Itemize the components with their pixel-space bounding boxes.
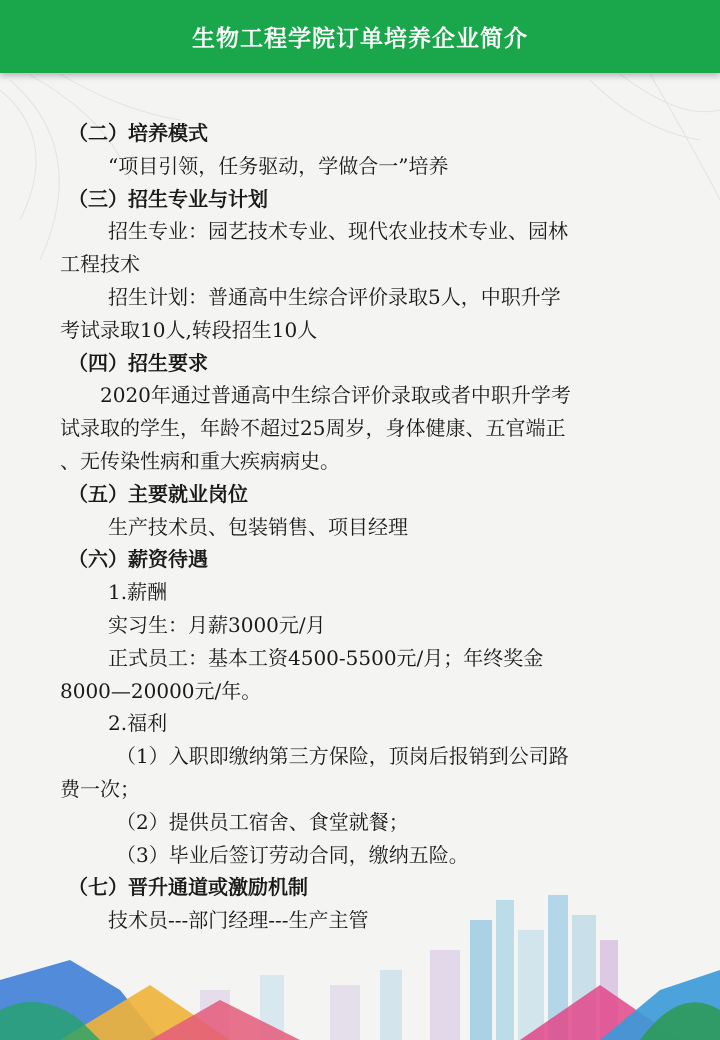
text-line: 技术员---部门经理---生产主管 bbox=[108, 908, 369, 933]
text-line: 费一次； bbox=[60, 776, 140, 801]
text-line: 正式员工：基本工资4500-5500元/月；年终奖金 bbox=[108, 645, 544, 670]
section-heading-training: （二）培养模式 bbox=[68, 121, 208, 145]
section-heading-enrollment: （三）招生专业与计划 bbox=[68, 186, 268, 211]
text-line: （1）入职即缴纳第三方保险，顶岗后报销到公司路 bbox=[116, 744, 569, 769]
text-line: 招生专业：园艺技术专业、现代农业技术专业、园林 bbox=[108, 219, 568, 244]
document-body bbox=[60, 117, 660, 937]
page-title: 生物工程学院订单培养企业简介 bbox=[192, 26, 528, 52]
text-line: 工程技术 bbox=[60, 252, 140, 277]
text-line: 2020年通过普通高中生综合评价录取或者中职升学考 bbox=[100, 383, 571, 408]
page-header bbox=[0, 0, 720, 73]
text-line: （3）毕业后签订劳动合同，缴纳五险。 bbox=[116, 842, 469, 867]
text-line: “项目引领，任务驱动，学做合一”培养 bbox=[108, 153, 449, 178]
text-line: 、无传染性病和重大疾病病史。 bbox=[60, 448, 340, 473]
text-line: 1.薪酬 bbox=[108, 580, 168, 605]
text-line: 生产技术员、包装销售、项目经理 bbox=[108, 514, 408, 539]
section-heading-promotion: （七）晋升通道或激励机制 bbox=[68, 875, 308, 900]
text-line: 试录取的学生，年龄不超过25周岁，身体健康、五官端正 bbox=[60, 416, 566, 441]
text-line: （2）提供员工宿舍、食堂就餐； bbox=[116, 809, 409, 834]
section-heading-jobs: （五）主要就业岗位 bbox=[68, 481, 248, 506]
section-heading-salary: （六）薪资待遇 bbox=[68, 547, 208, 572]
section-heading-requirements: （四）招生要求 bbox=[68, 350, 208, 375]
text-line: 2.福利 bbox=[108, 711, 168, 736]
text-line: 考试录取10人,转段招生10人 bbox=[60, 317, 318, 342]
text-line: 8000—20000元/年。 bbox=[60, 678, 262, 703]
text-line: 招生计划：普通高中生综合评价录取5人，中职升学 bbox=[108, 284, 561, 309]
text-line: 实习生：月薪3000元/月 bbox=[108, 612, 326, 637]
